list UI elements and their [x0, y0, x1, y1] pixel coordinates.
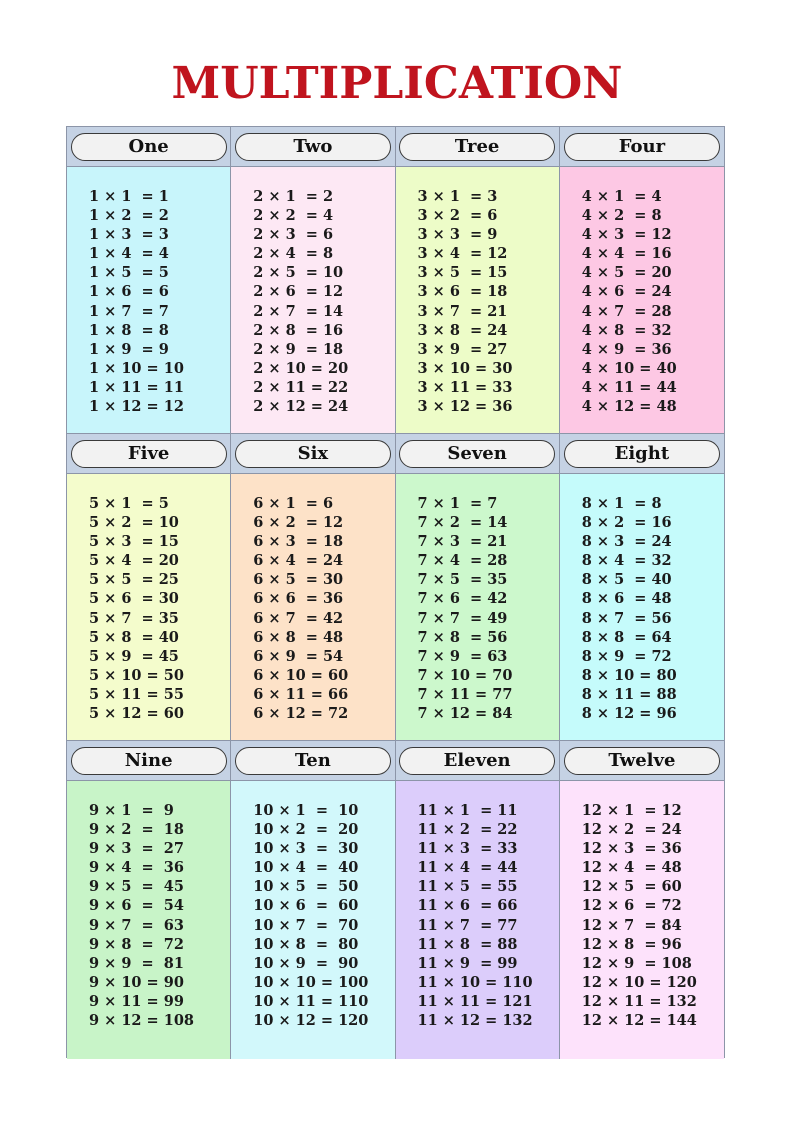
- equation-row: 10 × 8 = 80: [253, 935, 359, 953]
- equation-row: 1 × 1 = 1: [89, 188, 169, 205]
- equation-row: 4 × 9 = 36: [581, 340, 672, 358]
- equation-row: 10 × 11 = 110: [253, 992, 369, 1010]
- equation-row: 2 × 6 = 12: [253, 283, 344, 301]
- equation-row: 6 × 2 = 12: [253, 514, 344, 532]
- equation-row: 11 × 7 = 77: [417, 916, 518, 934]
- equation-row: 10 × 5 = 50: [253, 878, 359, 896]
- equation-row: 11 × 4 = 44: [417, 859, 518, 877]
- table-name-label: Four: [564, 133, 720, 161]
- equation-row: 12 × 6 = 72: [581, 897, 682, 915]
- equation-row: 1 × 3 = 3: [89, 226, 169, 244]
- times-table-twelve: [560, 781, 724, 1059]
- page-title: MULTIPLICATION: [171, 58, 623, 109]
- equation-row: 9 × 12 = 108: [89, 1012, 195, 1030]
- equation-row: 3 × 4 = 12: [417, 245, 508, 263]
- times-table-five: [67, 474, 231, 741]
- equation-row: 4 × 2 = 8: [581, 207, 662, 225]
- equation-row: 12 × 12 = 144: [581, 1012, 697, 1030]
- table-name-label: Two: [235, 133, 391, 161]
- equation-row: 6 × 6 = 36: [253, 590, 344, 608]
- equation-row: 5 × 8 = 40: [89, 628, 179, 646]
- equation-row: 5 × 4 = 20: [89, 552, 179, 570]
- table-header-cell: [396, 127, 560, 167]
- equation-row: 3 × 8 = 24: [417, 321, 508, 339]
- table-header-cell: [560, 434, 724, 474]
- equation-row: 7 × 7 = 49: [417, 609, 508, 627]
- equation-row: 4 × 3 = 12: [581, 226, 672, 244]
- equation-row: 10 × 3 = 30: [253, 840, 359, 858]
- table-name-label: Six: [235, 440, 391, 468]
- equation-row: 11 × 1 = 11: [417, 802, 518, 819]
- equation-row: 3 × 2 = 6: [417, 207, 498, 225]
- equation-row: 3 × 1 = 3: [417, 188, 498, 205]
- equation-row: 11 × 8 = 88: [417, 935, 518, 953]
- equation-row: 12 × 8 = 96: [581, 935, 682, 953]
- equation-row: 9 × 4 = 36: [89, 859, 184, 877]
- equation-row: 8 × 2 = 16: [581, 514, 672, 532]
- equation-row: 2 × 8 = 16: [253, 321, 344, 339]
- equation-row: 4 × 8 = 32: [581, 321, 672, 339]
- equation-row: 11 × 9 = 99: [417, 954, 518, 972]
- times-table-six: [231, 474, 395, 741]
- equation-row: 2 × 7 = 14: [253, 302, 344, 320]
- equation-row: 2 × 12 = 24: [253, 398, 349, 416]
- equation-row: 3 × 9 = 27: [417, 340, 508, 358]
- equation-row: 6 × 9 = 54: [253, 647, 344, 665]
- equation-row: 8 × 7 = 56: [581, 609, 672, 627]
- equation-row: 9 × 10 = 90: [89, 973, 184, 991]
- equation-row: 5 × 9 = 45: [89, 647, 179, 665]
- equation-row: 1 × 11 = 11: [89, 378, 184, 396]
- equation-row: 4 × 11 = 44: [581, 378, 677, 396]
- equation-row: 7 × 10 = 70: [417, 666, 513, 684]
- times-table-eleven: [396, 781, 560, 1059]
- equation-row: 12 × 7 = 84: [581, 916, 682, 934]
- equation-row: 12 × 4 = 48: [581, 859, 682, 877]
- equation-row: 3 × 3 = 9: [417, 226, 498, 244]
- equation-row: 9 × 1 = 9: [89, 802, 174, 819]
- table-name-label: One: [71, 133, 227, 161]
- equation-row: 11 × 2 = 22: [417, 821, 518, 839]
- table-name-label: Eleven: [399, 747, 555, 775]
- equation-row: 1 × 5 = 5: [89, 264, 169, 282]
- equation-row: 11 × 6 = 66: [417, 897, 518, 915]
- equation-row: 12 × 1 = 12: [581, 802, 682, 819]
- equation-row: 5 × 12 = 60: [89, 705, 184, 723]
- equation-row: 7 × 1 = 7: [417, 495, 498, 512]
- equation-row: 8 × 11 = 88: [581, 685, 677, 703]
- equation-row: 9 × 7 = 63: [89, 916, 184, 934]
- equation-row: 11 × 3 = 33: [417, 840, 518, 858]
- times-table-eight: [560, 474, 724, 741]
- equation-row: 2 × 3 = 6: [253, 226, 334, 244]
- equation-row: 2 × 2 = 4: [253, 207, 334, 225]
- times-table-seven: [396, 474, 560, 741]
- equation-row: 6 × 12 = 72: [253, 705, 349, 723]
- equation-row: 7 × 5 = 35: [417, 571, 508, 589]
- equation-row: 4 × 5 = 20: [581, 264, 672, 282]
- equation-row: 4 × 7 = 28: [581, 302, 672, 320]
- equation-row: 11 × 5 = 55: [417, 878, 518, 896]
- equation-row: 5 × 3 = 15: [89, 533, 179, 551]
- times-table-four: [560, 167, 724, 434]
- equation-row: 6 × 10 = 60: [253, 666, 349, 684]
- equation-row: 12 × 5 = 60: [581, 878, 682, 896]
- equation-row: 8 × 5 = 40: [581, 571, 672, 589]
- equation-row: 11 × 10 = 110: [417, 973, 533, 991]
- table-name-label: Five: [71, 440, 227, 468]
- times-table-ten: [231, 781, 395, 1059]
- table-name-label: Seven: [399, 440, 555, 468]
- equation-row: 3 × 12 = 36: [417, 398, 513, 416]
- equation-row: 6 × 3 = 18: [253, 533, 344, 551]
- equation-row: 3 × 6 = 18: [417, 283, 508, 301]
- table-header-cell: [396, 434, 560, 474]
- equation-row: 2 × 10 = 20: [253, 359, 349, 377]
- equation-row: 3 × 10 = 30: [417, 359, 513, 377]
- equation-row: 10 × 10 = 100: [253, 973, 369, 991]
- equation-row: 7 × 4 = 28: [417, 552, 508, 570]
- equation-row: 7 × 9 = 63: [417, 647, 508, 665]
- equation-row: 12 × 11 = 132: [581, 992, 697, 1010]
- equation-row: 9 × 6 = 54: [89, 897, 184, 915]
- table-header-cell: [231, 127, 395, 167]
- equation-row: 1 × 7 = 7: [89, 302, 169, 320]
- equation-row: 5 × 6 = 30: [89, 590, 179, 608]
- table-name-label: Ten: [235, 747, 391, 775]
- equation-row: 10 × 2 = 20: [253, 821, 359, 839]
- table-header-cell: [67, 741, 231, 781]
- equation-row: 7 × 6 = 42: [417, 590, 508, 608]
- equation-row: 4 × 6 = 24: [581, 283, 672, 301]
- equation-row: 9 × 9 = 81: [89, 954, 184, 972]
- equation-row: 6 × 8 = 48: [253, 628, 344, 646]
- equation-row: 10 × 6 = 60: [253, 897, 359, 915]
- equation-row: 9 × 3 = 27: [89, 840, 184, 858]
- equation-row: 8 × 12 = 96: [581, 705, 677, 723]
- equation-row: 8 × 10 = 80: [581, 666, 677, 684]
- equation-row: 6 × 4 = 24: [253, 552, 344, 570]
- equation-row: 1 × 10 = 10: [89, 359, 184, 377]
- equation-row: 7 × 2 = 14: [417, 514, 508, 532]
- table-name-label: Eight: [564, 440, 720, 468]
- table-name-label: Nine: [71, 747, 227, 775]
- equation-row: 9 × 2 = 18: [89, 821, 184, 839]
- equation-row: 6 × 7 = 42: [253, 609, 344, 627]
- equation-row: 10 × 9 = 90: [253, 954, 359, 972]
- equation-row: 1 × 12 = 12: [89, 398, 184, 416]
- equation-row: 7 × 11 = 77: [417, 685, 513, 703]
- equation-row: 8 × 1 = 8: [581, 495, 662, 512]
- table-header-cell: [67, 127, 231, 167]
- equation-row: 9 × 8 = 72: [89, 935, 184, 953]
- equation-row: 7 × 8 = 56: [417, 628, 508, 646]
- equation-row: 8 × 8 = 64: [581, 628, 672, 646]
- multiplication-grid: [66, 126, 725, 1058]
- equation-row: 4 × 4 = 16: [581, 245, 672, 263]
- times-table-two: [231, 167, 395, 434]
- equation-row: 6 × 5 = 30: [253, 571, 344, 589]
- equation-row: 7 × 3 = 21: [417, 533, 508, 551]
- equation-row: 5 × 7 = 35: [89, 609, 179, 627]
- equation-row: 5 × 5 = 25: [89, 571, 179, 589]
- equation-row: 9 × 11 = 99: [89, 992, 184, 1010]
- equation-row: 3 × 11 = 33: [417, 378, 513, 396]
- table-header-cell: [231, 434, 395, 474]
- equation-row: 12 × 3 = 36: [581, 840, 682, 858]
- equation-row: 5 × 1 = 5: [89, 495, 169, 512]
- table-name-label: Tree: [399, 133, 555, 161]
- equation-row: 3 × 5 = 15: [417, 264, 508, 282]
- equation-row: 12 × 2 = 24: [581, 821, 682, 839]
- equation-row: 4 × 1 = 4: [581, 188, 662, 205]
- equation-row: 11 × 12 = 132: [417, 1012, 533, 1030]
- equation-row: 8 × 3 = 24: [581, 533, 672, 551]
- equation-row: 8 × 9 = 72: [581, 647, 672, 665]
- equation-row: 2 × 4 = 8: [253, 245, 334, 263]
- equation-row: 8 × 6 = 48: [581, 590, 672, 608]
- equation-row: 5 × 10 = 50: [89, 666, 184, 684]
- equation-row: 2 × 11 = 22: [253, 378, 349, 396]
- equation-row: 7 × 12 = 84: [417, 705, 513, 723]
- equation-row: 11 × 11 = 121: [417, 992, 533, 1010]
- equation-row: 12 × 9 = 108: [581, 954, 692, 972]
- table-name-label: Twelve: [564, 747, 720, 775]
- equation-row: 2 × 5 = 10: [253, 264, 344, 282]
- equation-row: 1 × 2 = 2: [89, 207, 169, 225]
- equation-row: 2 × 1 = 2: [253, 188, 334, 205]
- table-header-cell: [560, 741, 724, 781]
- table-header-cell: [560, 127, 724, 167]
- equation-row: 2 × 9 = 18: [253, 340, 344, 358]
- table-header-cell: [67, 434, 231, 474]
- equation-row: 1 × 8 = 8: [89, 321, 169, 339]
- equation-row: 5 × 11 = 55: [89, 685, 184, 703]
- equation-row: 12 × 10 = 120: [581, 973, 697, 991]
- equation-row: 10 × 12 = 120: [253, 1012, 369, 1030]
- equation-row: 9 × 5 = 45: [89, 878, 184, 896]
- times-table-one: [67, 167, 231, 434]
- equation-row: 6 × 1 = 6: [253, 495, 334, 512]
- times-table-tree: [396, 167, 560, 434]
- equation-row: 5 × 2 = 10: [89, 514, 179, 532]
- table-header-cell: [396, 741, 560, 781]
- table-header-cell: [231, 741, 395, 781]
- equation-row: 1 × 6 = 6: [89, 283, 169, 301]
- equation-row: 1 × 9 = 9: [89, 340, 169, 358]
- equation-row: 4 × 10 = 40: [581, 359, 677, 377]
- equation-row: 6 × 11 = 66: [253, 685, 349, 703]
- equation-row: 1 × 4 = 4: [89, 245, 169, 263]
- equation-row: 10 × 1 = 10: [253, 802, 359, 819]
- equation-row: 10 × 4 = 40: [253, 859, 359, 877]
- times-table-nine: [67, 781, 231, 1059]
- equation-row: 8 × 4 = 32: [581, 552, 672, 570]
- equation-row: 10 × 7 = 70: [253, 916, 359, 934]
- equation-row: 4 × 12 = 48: [581, 398, 677, 416]
- equation-row: 3 × 7 = 21: [417, 302, 508, 320]
